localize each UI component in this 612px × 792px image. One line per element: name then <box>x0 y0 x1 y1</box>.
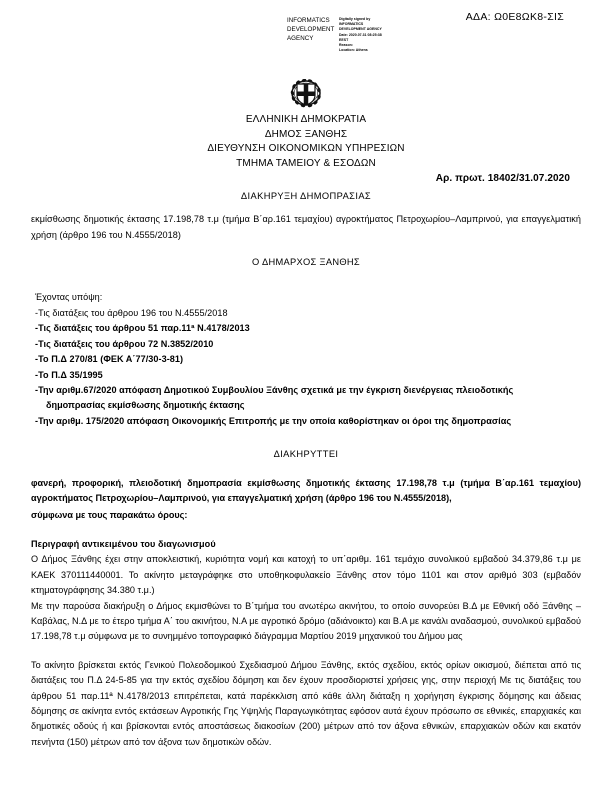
signature-line-2: INFORMATICS <box>339 22 364 27</box>
authority-line-department: ΤΜΗΜΑ ΤΑΜΕΙΟΥ & ΕΣΟΔΩΝ <box>236 157 376 169</box>
signature-details <box>339 17 411 53</box>
section-title-object-description: Περιγραφή αντικειμένου του διαγωνισμού <box>31 538 216 549</box>
paragraph-leased-portion: Με την παρούσα διακήρυξη ο Δήμος εκμισθώνει το Β΄τμήμα του ανωτέρω ακινήτου, το οποίο συνορεύει Β.Δ με Εθνική οδό Ξάνθης –Καβάλας, Ν.Δ με το έτερο τμήμα Α΄ του ακινήτου, Ν.Α με αγροτικό δρόμο (αδιάνοικτο) και Β.Α με κανάλι αναδασμού, συνολικού εμβαδού 17.198,78 τ.μ σύμφωνα με το συνημμένο τοπογραφικό διάγραμμα Μαρτίου 2019 μηχανικού του Δήμου μας <box>31 600 581 642</box>
digital-signature-stamp <box>287 17 411 53</box>
authority-line-municipality: ΔΗΜΟΣ ΞΑΝΘΗΣ <box>264 128 348 140</box>
ada-code: ΑΔΑ: Ω0Ε8ΩΚ8-ΣΙΣ <box>465 11 564 23</box>
declares-heading: ΔΙΑΚΗΡΥΤΤΕΙ <box>273 449 339 460</box>
considering-item: -Τις διατάξεις του άρθρου 51 παρ.11ª Ν.4178/2013 <box>35 323 250 334</box>
authority-line-country: ΕΛΛΗΝΙΚΗ ΔΗΜΟΚΡΑΤΙΑ <box>245 114 367 125</box>
auction-main-paragraph: φανερή, προφορική, πλειοδοτική δημοπρασία εκμίσθωσης δημοτικής έκτασης 17.198,78 τ.μ (τμήμα Β΄αρ.161 τεμαχίου) αγροκτήματος Πετροχωρίου–Λαμπρινού, για επαγγελματική χρήση (άρθρο 196 του Ν.4555/2018), <box>31 477 581 504</box>
signature-line-6: Reason: <box>339 42 353 47</box>
emblem-container <box>0 79 612 113</box>
mayor-heading: Ο ΔΗΜΑΡΧΟΣ ΞΑΝΘΗΣ <box>252 257 360 268</box>
considering-item-continuation: δημοπρασίας εκμίσθωσης δημοτικής έκτασης <box>46 400 245 411</box>
considering-lead: Έχοντας υπόψη: <box>35 291 103 302</box>
document-title-description: εκμίσθωσης δημοτικής έκτασης 17.198,78 τ.μ (τμήμα Β΄αρ.161 τεμαχίου) αγροκτήματος Πετροχωρίου–Λαμπρινού, για επαγγελματική χρήση (άρθρο 196 του Ν.4555/2018) <box>31 214 581 240</box>
document-title: ΔΙΑΚΗΡΥΞΗ ΔΗΜΟΠΡΑΣΙΑΣ <box>240 191 372 201</box>
authority-header <box>0 113 612 171</box>
considering-section <box>31 290 581 430</box>
considering-item: -Το Π.Δ 270/81 (ΦΕΚ Α΄77/30-3-81) <box>35 354 184 365</box>
signature-line-7: Location: Athens <box>339 48 368 53</box>
signature-line-5: EEST <box>339 37 349 42</box>
considering-item: -Τις διατάξεις του άρθρου 196 του Ν.4555/2018 <box>35 308 228 319</box>
signature-line-1: Digitally signed by <box>339 17 371 21</box>
paragraph-property-ownership: Ο Δήμος Ξάνθης έχει στην αποκλειστική, κυριότητα νομή και κατοχή το υπ΄αριθμ. 161 τεμάχιο συνολικού εμβαδού 34.379,86 τ.μ με ΚΑΕΚ 370111440001. Το ακίνητο μεταγράφηκε στο υποθηκοφυλακείο Ξάνθης στον τόμο 1101 και στον αριθμό 303 (εμβαδόν κτηματογράφησης 34.380 τ.μ.) <box>31 554 581 596</box>
hellenic-republic-coat-of-arms-icon <box>288 79 324 109</box>
signature-line-4: Date: 2020.07.31 08:25:38 <box>339 32 382 37</box>
considering-item: -Το Π.Δ 35/1995 <box>35 369 103 380</box>
authority-line-directorate: ΔΙΕΥΘΥΝΣΗ ΟΙΚΟΝΟΜΙΚΩΝ ΥΠΗΡΕΣΙΩΝ <box>207 143 405 155</box>
signature-line-3: DEVELOPMENT AGENCY <box>339 27 382 32</box>
protocol-number: Αρ. πρωτ. 18402/31.07.2020 <box>435 173 570 184</box>
considering-item: -Την αριθμ. 175/2020 απόφαση Οικονομικής Επιτροπής με την οποία καθορίστηκαν οι όροι της δημοπρασίας <box>35 415 512 426</box>
considering-item: -Τις διατάξεις του άρθρου 72 Ν.3852/2010 <box>35 338 214 349</box>
considering-item: -Την αριθμ.67/2020 απόφαση Δημοτικού Συμβουλίου Ξάνθης σχετικά με την έγκριση διενέργειας πλειοδοτικής <box>35 385 514 396</box>
document-body <box>31 189 581 750</box>
signature-agency-name: INFORMATICS DEVELOPMENT AGENCY <box>287 17 335 42</box>
auction-terms-lead: σύμφωνα με τους παρακάτω όρους: <box>31 509 188 520</box>
paragraph-zoning-provisions: Το ακίνητο βρίσκεται εκτός Γενικού Πολεοδομικού Σχεδιασμού Δήμου Ξάνθης, εκτός σχεδίου, εκτός ορίων οικισμού, διέπεται από τις διατάξεις του Π.Δ 24-5-85 για την εκτός σχεδίου δόμηση και δεν έχουν προσδιοριστεί χρήσεις γης, στην περιοχή Με τις διατάξεις του άρθρου 51 παρ.11ª Ν.4178/2013 επιτρέπεται, κατά παρέκκλιση από κάθε άλλη διάταξη η χορήγηση έγκρισης δόμησης και άδειας δόμησης σε ακίνητα εντός εκτάσεων Αγροτικής Γης Υψηλής Παραγωγικότητας εφόσον αυτά έχουν πρόσωπο σε εθνικές, επαρχιακές και δημοτικές οδούς ή και βρίσκονται εντός αποστάσεως διακοσίων (200) μέτρων από τον άξονα εθνικών, επαρχιακών οδών και εκατόν πενήντα (150) μέτρων από τον άξονα των δημοτικών οδών. <box>31 659 581 747</box>
